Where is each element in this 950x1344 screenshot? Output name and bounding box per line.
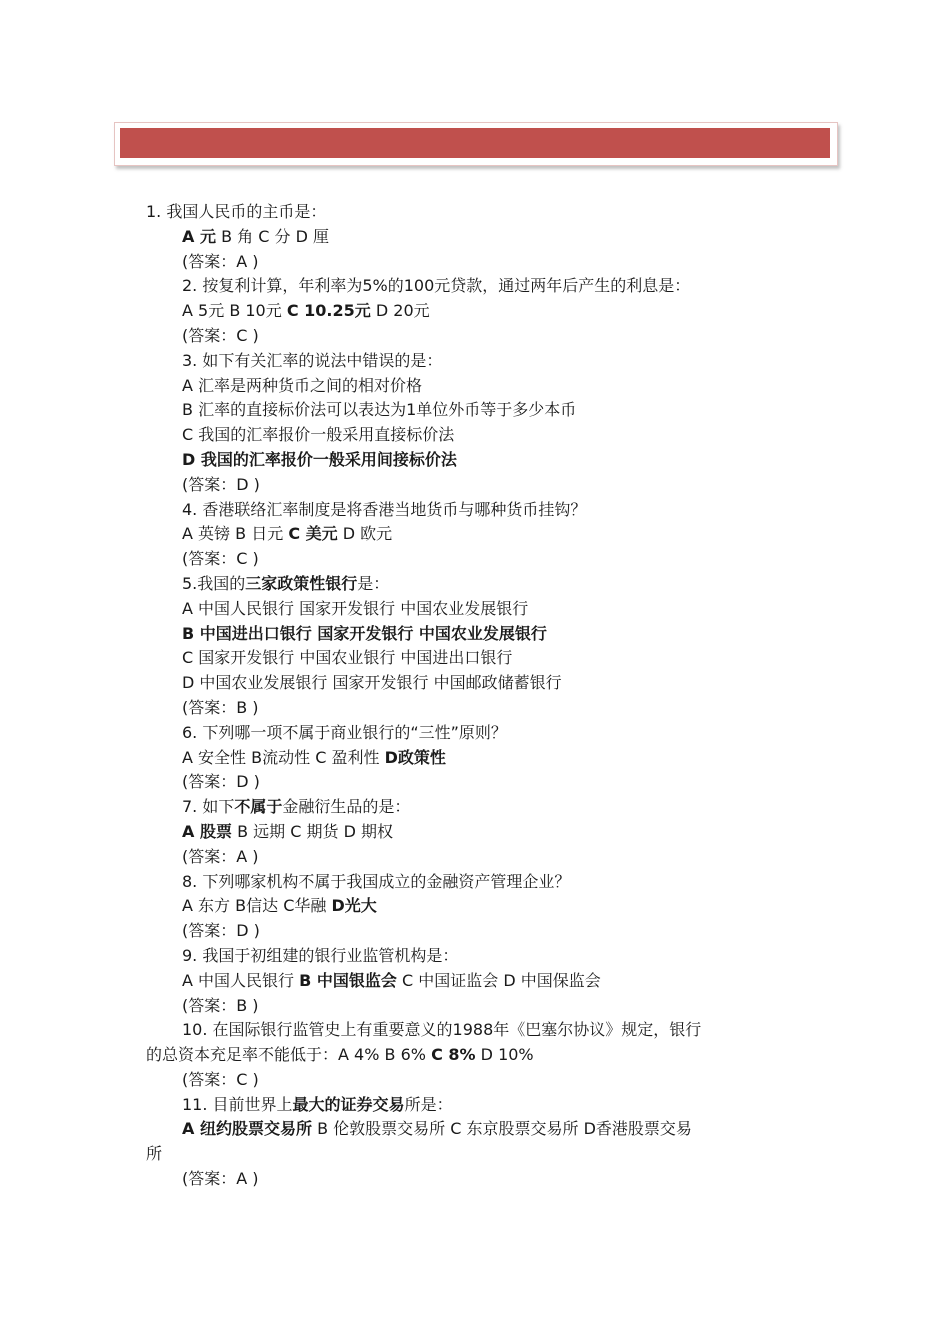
option-c: C 我国的汇率报价一般采用直接标价法 [182,425,455,445]
option-d: D光大 [331,896,377,916]
question-10-cont [146,1043,812,1068]
options-8 [146,894,812,919]
option-d: D 10% [480,1045,534,1065]
question-9: 9. 我国于初组建的银行业监管机构是： [182,945,459,965]
option-a: A 英镑 [182,524,231,544]
option-b: B 伦敦股票交易所 [317,1119,446,1139]
option-b: B 日元 [235,524,284,544]
option-b: B信达 [235,896,279,916]
option-b: B流动性 [251,747,311,767]
options-11-cont: 所 [146,1144,163,1164]
option-d: D香港股票交易 [583,1119,692,1139]
option-a: A 汇率是两种货币之间的相对价格 [182,375,423,395]
question-text: 7. 如下 [182,797,235,817]
option-a: A 元 [182,226,216,246]
options-7 [146,820,812,845]
option-c: C 分 [258,226,291,246]
option-a: A 中国人民银行 国家开发银行 中国农业发展银行 [182,598,529,618]
question-text-end: 金融衍生品的是： [282,797,411,817]
question-text-end: 是： [357,573,390,593]
header-banner [114,122,838,166]
answer-4: (答案：C ) [182,549,259,569]
option-b: B 中国银监会 [299,970,397,990]
question-text: 我国人民币的主币是： [166,202,327,221]
option-a: A 安全性 [182,747,247,767]
quiz-content [146,200,812,1192]
question-6: 6. 下列哪一项不属于商业银行的“三性”原则？ [182,722,507,742]
option-c: C 东京股票交易所 [450,1119,579,1139]
option-c: C 美元 [288,524,338,544]
question-emphasis: 三家政策性银行 [245,573,358,593]
question-emphasis: 最大的证券交易 [292,1094,405,1114]
option-d: D 厘 [295,226,330,246]
option-d: D政策性 [384,747,446,767]
question-text: 的总资本充足率不能低于： [146,1045,339,1065]
question-2: 2. 按复利计算，年利率为5%的100元贷款，通过两年后产生的利息是： [182,276,691,296]
option-d-text: D 我国的汇率报价一般采用间接标价法 [182,449,457,469]
option-c: C 10.25元 [286,301,371,321]
answer-2: (答案：C ) [182,325,259,345]
question-5 [146,572,812,597]
options-11 [146,1117,812,1142]
answer-11: (答案：A ) [182,1169,259,1189]
question-emphasis: 不属于 [234,797,283,817]
answer-10: (答案：C ) [182,1069,259,1089]
option-d [146,448,812,473]
question-text: 5.我国的 [182,573,246,593]
option-d: D 欧元 [342,524,393,544]
option-a: A 股票 [182,821,232,841]
option-a: A 4% [338,1045,380,1065]
option-b: B 角 [221,226,254,246]
options-2 [146,299,812,324]
options-4 [146,522,812,547]
question-8: 8. 下列哪家机构不属于我国成立的金融资产管理企业？ [182,871,571,891]
option-d: D 期权 [343,821,394,841]
answer-9: (答案：B ) [182,995,259,1015]
question-1 [146,200,812,225]
option-d: D 中国保监会 [503,970,601,990]
header-banner-fill [120,128,830,158]
answer-5: (答案：B ) [182,697,259,717]
option-c: C 国家开发银行 中国农业银行 中国进出口银行 [182,648,513,668]
question-4: 4. 香港联络汇率制度是将香港当地货币与哪种货币挂钩？ [182,499,587,519]
question-11 [146,1093,812,1118]
option-a: A 纽约股票交易所 [182,1119,312,1139]
option-c: C 盈利性 [315,747,380,767]
question-text: 11. 目前世界上 [182,1094,293,1114]
answer-3: (答案：D ) [182,474,260,494]
answer-1: (答案：A ) [182,251,259,271]
option-b: B 远期 [237,821,286,841]
question-number: 1. [146,202,162,221]
option-c: C华融 [283,896,327,916]
option-b [146,622,812,647]
option-b: B 10元 [229,301,282,321]
option-b-text: B 中国进出口银行 国家开发银行 中国农业发展银行 [182,623,547,643]
question-text-end: 所是： [404,1094,453,1114]
option-d: D 20元 [375,301,430,321]
options-6 [146,746,812,771]
option-b: B 6% [384,1045,426,1065]
option-a: A 5元 [182,301,225,321]
option-d: D 中国农业发展银行 国家开发银行 中国邮政储蓄银行 [182,673,562,693]
option-c: C 期货 [290,821,339,841]
question-10: 10. 在国际银行监管史上有重要意义的1988年《巴塞尔协议》规定，银行 [182,1020,702,1040]
question-7 [146,795,812,820]
question-3: 3. 如下有关汇率的说法中错误的是： [182,350,443,370]
option-c: C 中国证监会 [402,970,499,990]
option-b: B 汇率的直接标价法可以表达为1单位外币等于多少本币 [182,400,577,420]
answer-6: (答案：D ) [182,772,260,792]
option-a: A 东方 [182,896,231,916]
options-9 [146,969,812,994]
answer-8: (答案：D ) [182,921,260,941]
answer-7: (答案：A ) [182,846,259,866]
options-1 [146,225,812,250]
option-c: C 8% [431,1045,476,1065]
option-a: A 中国人民银行 [182,970,295,990]
